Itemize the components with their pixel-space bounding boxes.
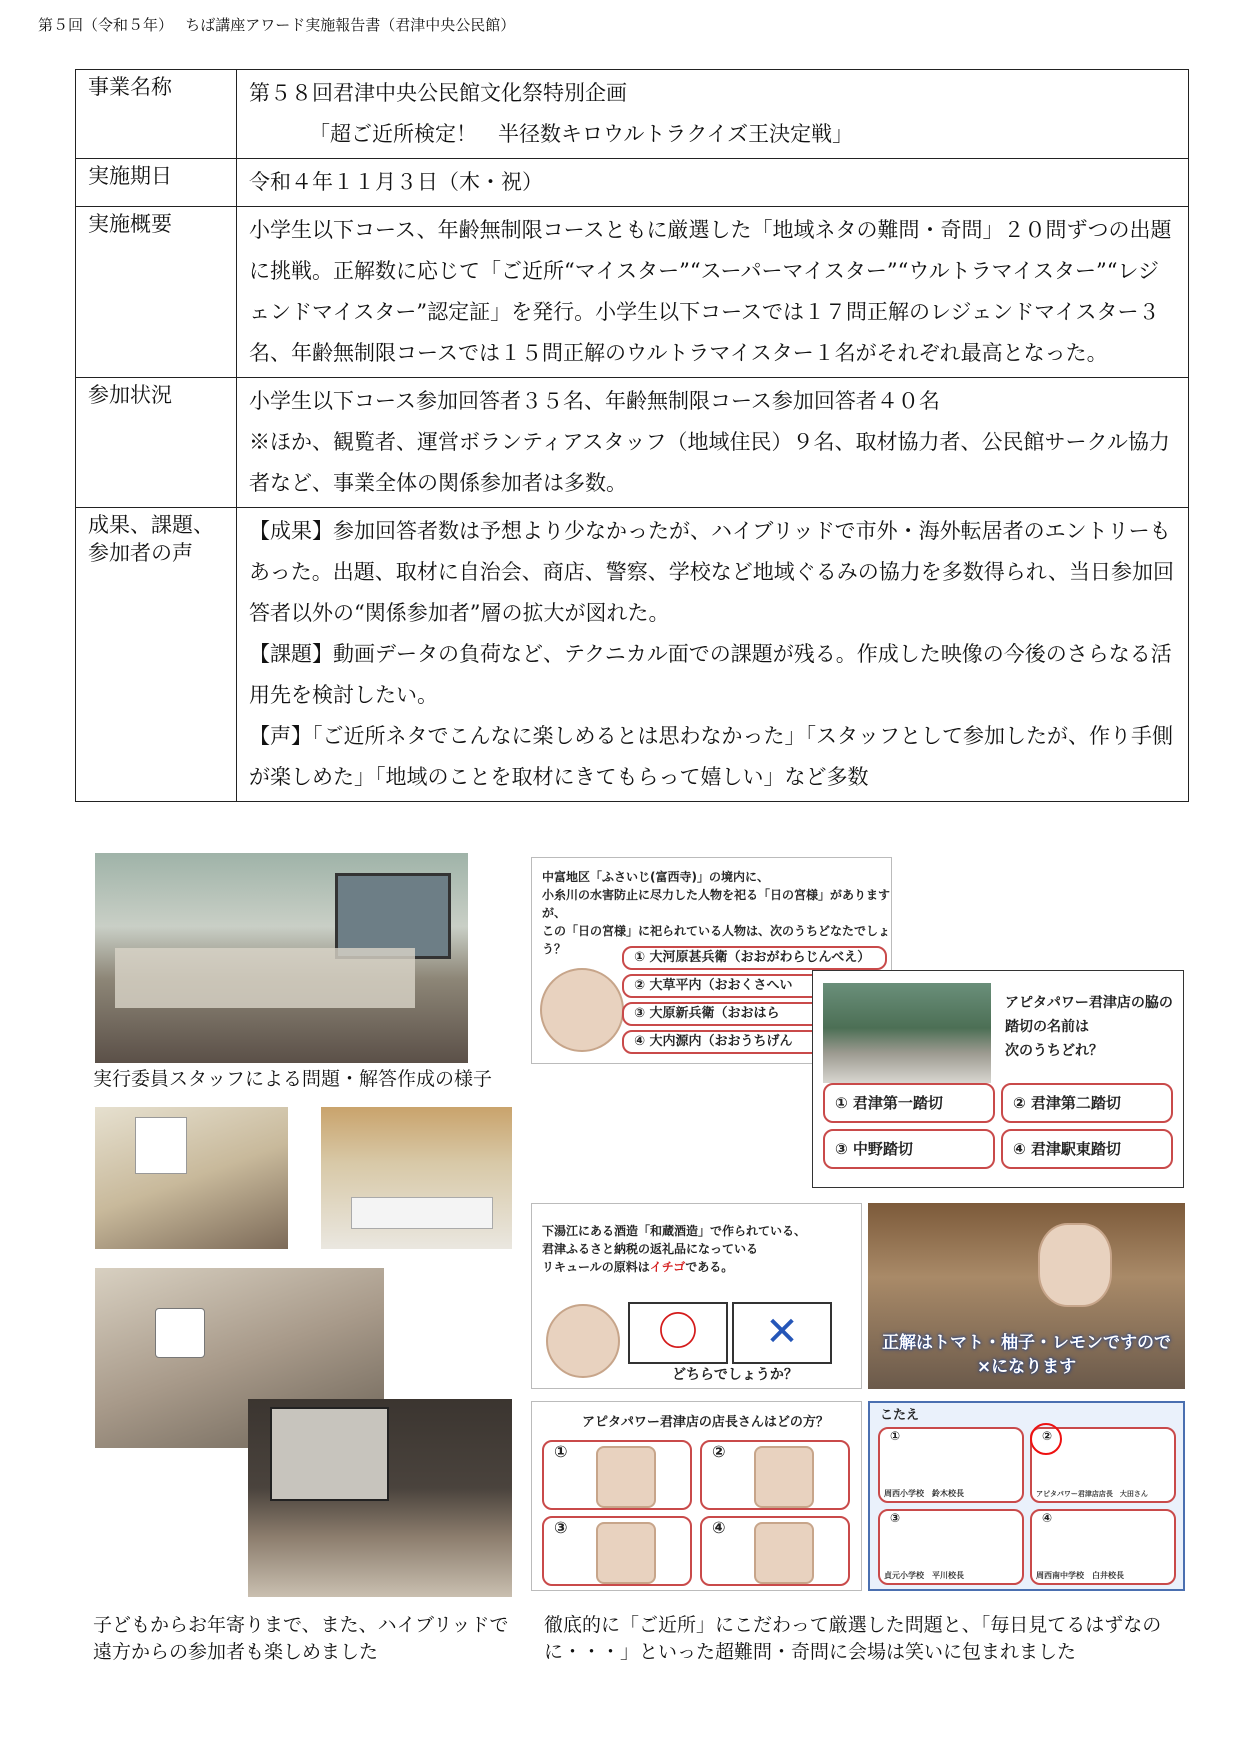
face-option: ② [700,1440,850,1510]
answer-option: ① 周西小学校 鈴木校長 [878,1427,1024,1503]
answer-option-correct: ② アピタパワー君津店店長 大田さん [1030,1427,1176,1503]
circle-option: 〇 [628,1302,728,1364]
row-label: 参加状況 [76,378,237,508]
document-header: 第５回（令和５年） ちば講座アワード実施報告書（君津中央公民館） [38,16,516,34]
photo-participants-room [321,1107,512,1249]
quiz-slide-manager [531,1401,862,1591]
caption-staff: 実行委員スタッフによる問題・解答作成の様子 [93,1068,493,1090]
face-option: ① [542,1440,692,1510]
quiz-option: ③ 大原新兵衛（おおはら [622,1002,887,1026]
face-option: ③ [542,1516,692,1586]
answer-option: ③ 貞元小学校 平川校長 [878,1509,1024,1585]
row-label: 成果、課題、 参加者の声 [76,508,237,802]
photo-hybrid-screen [248,1399,512,1597]
cross-option: ✕ [732,1302,832,1364]
participation-line: 小学生以下コース参加回答者３５名、年齢無制限コース参加回答者４０名 [249,389,940,413]
row-label: 事業名称 [76,70,237,159]
quiz-option: ① 大河原甚兵衛（おおがわらじんべえ） [622,946,887,970]
overview-text: 小学生以下コース、年齢無制限コースともに厳選した「地域ネタの難問・奇問」２０問ずつの出題に挑戦。正解数に応じて「ご近所“マイスター”“スーパーマイスター”“ウルトラマイスター”“レジェンドマイスター”認定証」を発行。小学生以下コースでは１７問正解のレジェンドマイスター３名、年齢無制限コースでは１５問正解のウルトラマイスター１名がそれぞれ最高となった。 [249,218,1172,365]
quiz-option: ④ 君津駅東踏切 [1001,1129,1173,1169]
quiz-option: ① 君津第一踏切 [823,1083,995,1123]
caption-left-bottom: 子どもからお年寄りまで、また、ハイブリッドで遠方からの参加者も楽しめました [93,1614,509,1663]
table-row [76,159,1189,207]
date-value: 令和４年１１月３日（木・祝） [249,170,543,194]
quiz-option: ③ 中野踏切 [823,1129,995,1169]
presenter-photo [546,1304,620,1378]
answer-title: こたえ [880,1408,920,1423]
caption-right-bottom: 徹底的に「ご近所」にこだわって厳選した問題と、「毎日見てるはずなのに・・・」といった超難問・奇問に会場は笑いに包まれました [544,1614,1162,1663]
table-row [76,70,1189,159]
row-value [237,70,1189,159]
row-value [237,159,1189,207]
quiz-slide-crossing [812,970,1184,1188]
row-label: 実施期日 [76,159,237,207]
quiz-option: ② 君津第二踏切 [1001,1083,1173,1123]
report-table [75,69,1189,802]
answer-video-still [868,1203,1185,1389]
answer-option: ④ 周西南中学校 白井校長 [1030,1509,1176,1585]
crossing-photo [823,983,991,1083]
quiz-ask: どちらでしょうか？ [672,1367,798,1383]
voices-text: 【声】「ご近所ネタでこんなに楽しめるとは思わなかった」「スタッフとして参加したが、作り手側が楽しめた」「地域のことを取材にきてもらって嬉しい」など多数 [249,724,1173,789]
quiz-question: 下湯江にある酒造「和蔵酒造」で作られている、 君津ふるさと納税の返礼品になっている リキュールの原料はイチゴである。 [542,1224,807,1274]
quiz-option: ④ 大内源内（おおうちげん [622,1030,887,1054]
quiz-question: アピタパワー君津店の脇の 踏切の名前は 次のうちどれ？ [1005,995,1173,1059]
table-row [76,378,1189,508]
quiz-question: 中富地区「ふさいじ(富西寺)」の境内に、 小糸川の水害防止に尽力した人物を祀る「日の宮様」がありますが、 この「日の宮様」に祀られている人物は、次のうちどなたでしょう？ [542,870,891,956]
participation-note: ※ほか、観覧者、運営ボランティアスタッフ（地域住民）９名、取材協力者、公民館サークル協力者など、事業全体の関係参加者は多数。 [249,430,1170,495]
photo-staff-meeting [95,853,468,1063]
answer-subtitle: 正解はトマト・柚子・レモンですので ×になります [882,1333,1171,1377]
table-row [76,508,1189,802]
table-row [76,207,1189,378]
project-name: 第５８回君津中央公民館文化祭特別企画 [249,81,627,105]
quiz-slide-liqueur [531,1203,862,1389]
face-option: ④ [700,1516,850,1586]
answer-slide-manager [868,1401,1185,1591]
highlight-word: イチゴ [649,1260,686,1274]
photo-children-quiz [95,1107,288,1249]
issues-text: 【課題】動画データの負荷など、テクニカル面での課題が残る。作成した映像の今後のさらなる活用先を検討したい。 [249,642,1172,707]
row-value [237,207,1189,378]
shop-staff-photo [1038,1223,1112,1307]
quiz-option: ② 大草平内（おおくさへい [622,974,887,998]
row-label: 実施概要 [76,207,237,378]
correct-circle-icon [1030,1423,1062,1455]
row-value [237,378,1189,508]
presenter-photo [540,968,624,1052]
quiz-question: アピタパワー君津店の店長さんはどの方？ [582,1415,829,1430]
row-value [237,508,1189,802]
project-subtitle: 「超ご近所検定！ 半径数キロウルトラクイズ王決定戦」 [309,122,854,146]
results-text: 【成果】参加回答者数は予想より少なかったが、ハイブリッドで市外・海外転居者のエントリーもあった。出題、取材に自治会、商店、警察、学校など地域ぐるみの協力を多数得られ、当日参加回答者以外の“関係参加者”層の拡大が図れた。 [249,519,1175,625]
